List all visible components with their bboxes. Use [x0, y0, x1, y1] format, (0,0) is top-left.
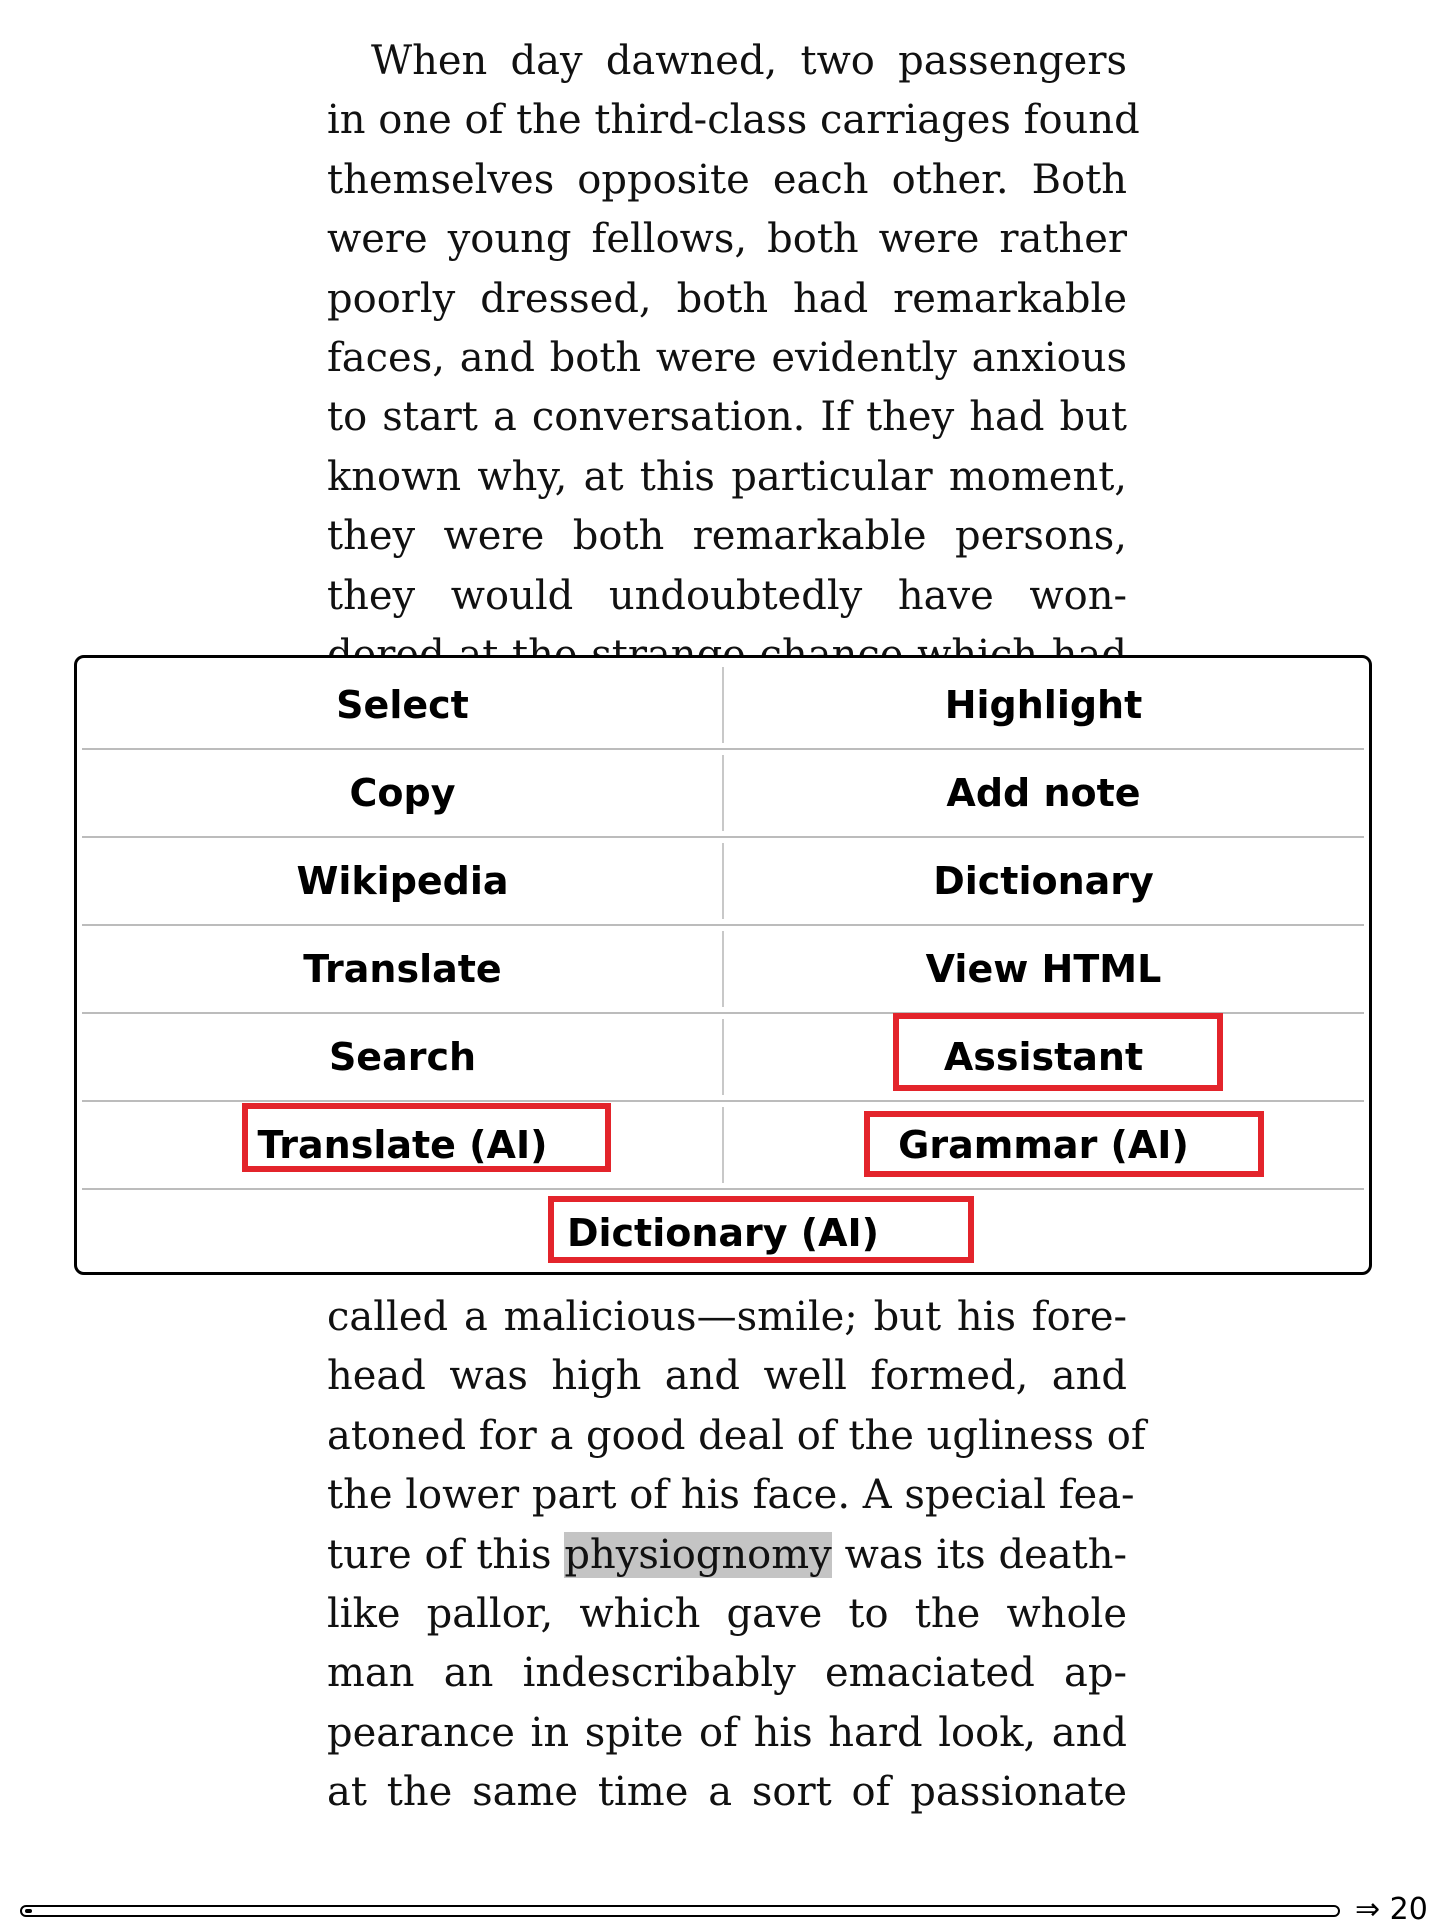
wikipedia-button[interactable]: Wikipedia	[82, 837, 723, 925]
text-line: called a malicious—smile; but his fore-	[327, 1294, 1127, 1340]
text-line: they were both remarkable persons,	[327, 513, 1127, 560]
text-before-selection: ture of this	[327, 1531, 565, 1578]
popup-row	[82, 1101, 1364, 1189]
text-line: When day dawned, two passengers	[371, 38, 1127, 84]
page-indicator: ⇒ 20	[1355, 1892, 1428, 1927]
progress-fill	[25, 1909, 32, 1913]
translate-button[interactable]: Translate	[82, 925, 723, 1013]
grammar-ai-button[interactable]: Grammar (AI)	[898, 1123, 1189, 1167]
select-button[interactable]: Select	[82, 661, 723, 749]
book-text-top	[327, 32, 1140, 652]
selected-word[interactable]: physiognomy	[564, 1531, 832, 1578]
text-line: pearance in spite of his hard look, and	[327, 1709, 1127, 1756]
view-html-button[interactable]: View HTML	[925, 947, 1162, 991]
translate-ai-button[interactable]: Translate (AI)	[82, 1101, 723, 1189]
popup-row	[82, 661, 1364, 749]
text-line: known why, at this particular moment,	[327, 453, 1127, 500]
text-line: were young fellows, both were rather	[327, 216, 1127, 263]
text-line: poorly dressed, both had remarkable	[327, 275, 1127, 322]
text-line: atoned for a good deal of the ugliness of	[327, 1412, 1146, 1459]
text-line: themselves opposite each other. Both	[327, 156, 1127, 203]
text-line: at the same time a sort of passionate	[327, 1769, 1127, 1816]
text-after-selection: was its death-	[831, 1531, 1127, 1578]
dictionary-ai-button[interactable]: Dictionary (AI)	[566, 1211, 880, 1255]
text-line: to start a conversation. If they had but	[327, 394, 1127, 441]
search-button[interactable]: Search	[82, 1013, 723, 1101]
popup-row	[82, 749, 1364, 837]
text-line-with-selection	[327, 1526, 1127, 1585]
text-line: faces, and both were evidently anxious	[327, 334, 1127, 381]
book-text-bottom	[327, 1288, 1146, 1823]
copy-button[interactable]: Copy	[82, 749, 723, 837]
text-line: in one of the third-class carriages found	[327, 97, 1140, 144]
text-line: the lower part of his face. A special fea-	[327, 1472, 1135, 1519]
selection-popup-menu	[74, 655, 1372, 1275]
reading-progress-bar[interactable]	[20, 1905, 1340, 1917]
text-line: head was high and well formed, and	[327, 1353, 1127, 1400]
text-line: like pallor, which gave to the whole	[327, 1590, 1127, 1637]
popup-row	[82, 837, 1364, 925]
dictionary-button[interactable]: Dictionary	[933, 859, 1154, 903]
popup-row	[82, 1189, 1364, 1277]
text-line: they would undoubtedly have won-	[327, 572, 1127, 619]
highlight-button[interactable]: Highlight	[944, 683, 1143, 727]
add-note-button[interactable]: Add note	[946, 771, 1141, 815]
text-line: man an indescribably emaciated ap-	[327, 1650, 1127, 1697]
assistant-button[interactable]: Assistant	[943, 1035, 1144, 1079]
popup-row	[82, 1013, 1364, 1101]
popup-row	[82, 925, 1364, 1013]
